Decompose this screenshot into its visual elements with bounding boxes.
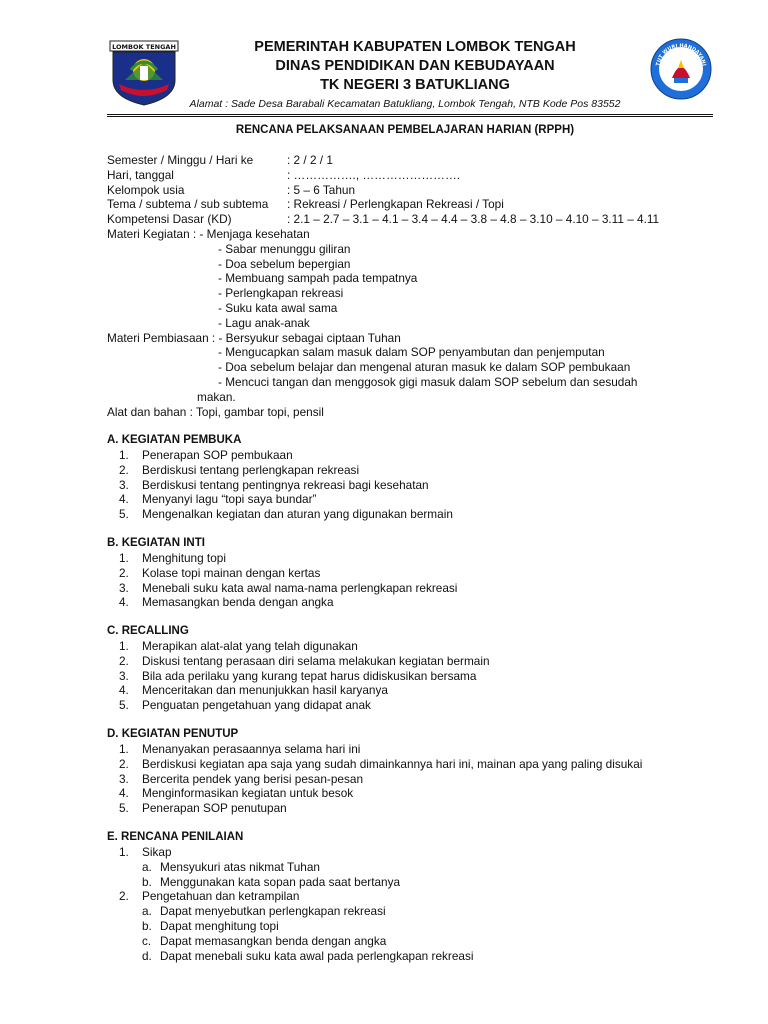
pembiasaan-wrap: makan. — [197, 389, 236, 404]
pembiasaan-item: - Mengucapkan salam masuk dalam SOP penyambutan dan penjemputan — [218, 345, 605, 360]
list-item — [107, 360, 707, 375]
pembiasaan-label: Materi Pembiasaan : - Bersyukur sebagai ciptaan Tuhan — [107, 330, 401, 345]
section-title: C. RECALLING — [107, 625, 189, 637]
semester-value: : 2 / 2 / 1 — [287, 153, 333, 167]
list-item: 1. Merapikan alat-alat yang telah digunakan — [119, 639, 358, 653]
list-item: 2. Berdiskusi kegiatan apa saja yang sudah dimainkannya hari ini, mainan apa yang paling disukai — [119, 756, 643, 771]
list-item — [107, 286, 707, 301]
materi-item: - Lagu anak-anak — [218, 315, 310, 330]
hari-label: Hari, tanggal — [107, 167, 174, 182]
list-item — [107, 242, 707, 257]
materi-label: Materi Kegiatan : - Menjaga kesehatan — [107, 226, 310, 241]
letterhead-line-1: PEMERINTAH KABUPATEN LOMBOK TENGAH — [254, 39, 576, 55]
section-title: E. RENCANA PENILAIAN — [107, 831, 244, 843]
section-list — [107, 551, 707, 610]
kelompok-value: : 5 – 6 Tahun — [287, 182, 355, 197]
svg-text:LOMBOK TENGAH: LOMBOK TENGAH — [112, 43, 176, 51]
info-row-tema — [107, 197, 707, 212]
list-item: 2. Kolase topi mainan dengan kertas — [119, 565, 321, 580]
lombok-tengah-emblem-icon — [109, 40, 179, 106]
hari-value: : ……………., ……………………. — [287, 167, 461, 182]
section-list — [107, 845, 707, 963]
section-rencana-penilaian — [107, 830, 707, 963]
list-item: 3. Bercerita pendek yang berisi pesan-pesan — [119, 771, 364, 786]
list-item: d. Dapat menebali suku kata awal pada perlengkapan rekreasi — [142, 948, 474, 963]
letterhead — [200, 38, 630, 95]
list-item — [107, 345, 707, 360]
list-item: 2. Pengetahuan dan ketrampilan — [119, 889, 300, 904]
info-row-pembiasaan — [107, 331, 707, 346]
list-item: 1. Penerapan SOP pembukaan — [119, 448, 293, 462]
list-item: c. Dapat memasangkan benda dengan angka — [142, 933, 387, 948]
address: Alamat : Sade Desa Barabali Kecamatan Batukliang, Lombok Tengah, NTB Kode Pos 83552 — [189, 98, 621, 110]
letterhead-line-3: TK NEGERI 3 BATUKLIANG — [320, 77, 510, 93]
section-title: B. KEGIATAN INTI — [107, 537, 205, 549]
pembiasaan-item: - Doa sebelum belajar dan mengenal aturan masuk ke dalam SOP pembukaan — [218, 360, 631, 375]
svg-text:TUT WURI HANDAYANI: TUT WURI HANDAYANI — [655, 42, 707, 67]
list-item: 3. Berdiskusi tentang pentingnya rekreasi bagi kesehatan — [119, 477, 429, 492]
kd-label: Kompetensi Dasar (KD) — [107, 212, 232, 227]
info-row-semester — [107, 153, 707, 168]
section-title: A. KEGIATAN PEMBUKA — [107, 434, 242, 446]
list-item: 3. Menebali suku kata awal nama-nama perlengkapan rekreasi — [119, 580, 458, 595]
list-item — [107, 257, 707, 272]
info-block — [107, 153, 707, 419]
info-row-hari — [107, 168, 707, 183]
document-title: RENCANA PELAKSANAAN PEMBELAJARAN HARIAN (RPPH) — [235, 124, 575, 136]
materi-item: - Sabar menunggu giliran — [218, 241, 351, 256]
list-item: 4. Menceritakan dan menunjukkan hasil karyanya — [119, 683, 388, 698]
list-item — [107, 390, 707, 405]
sikap-label: Sikap — [142, 845, 172, 859]
materi-item: - Suku kata awal sama — [218, 300, 338, 315]
list-item: 1. Menghitung topi — [119, 551, 226, 565]
list-item: 4. Menyanyi lagu “topi saya bundar” — [119, 492, 317, 507]
list-item — [107, 271, 707, 286]
list-item: 1. Sikap — [119, 845, 172, 859]
section-title: D. KEGIATAN PENUTUP — [107, 728, 239, 740]
kd-value: : 2.1 – 2.7 – 3.1 – 4.1 – 3.4 – 4.4 – 3.8 – 4.8 – 3.10 – 4.10 – 3.11 – 4.11 — [287, 212, 660, 227]
tema-label: Tema / subtema / sub subtema — [107, 197, 269, 212]
alat-label: Alat dan bahan : Topi, gambar topi, pensil — [107, 404, 324, 419]
list-item: b. Menggunakan kata sopan pada saat bertanya — [142, 874, 401, 889]
list-item: 3. Bila ada perilaku yang kurang tepat harus didiskusikan bersama — [119, 668, 477, 683]
section-kegiatan-inti — [107, 536, 707, 610]
section-recalling — [107, 624, 707, 713]
tema-value: : Rekreasi / Perlengkapan Rekreasi / Topi — [287, 197, 504, 212]
pengetahuan-label: Pengetahuan dan ketrampilan — [142, 889, 300, 904]
list-item: 5. Penguatan pengetahuan yang didapat anak — [119, 698, 371, 713]
list-item: a. Mensyukuri atas nikmat Tuhan — [142, 859, 320, 874]
info-row-alat — [107, 405, 707, 420]
section-kegiatan-penutup — [107, 727, 707, 816]
header-rule-thin — [107, 116, 713, 117]
section-list — [107, 639, 707, 713]
list-item: a. Dapat menyebutkan perlengkapan rekreasi — [142, 904, 386, 919]
tut-wuri-handayani-icon — [650, 38, 712, 100]
materi-item: - Doa sebelum bepergian — [218, 256, 351, 271]
materi-item: - Perlengkapan rekreasi — [218, 286, 344, 301]
materi-item: - Membuang sampah pada tempatnya — [218, 271, 418, 286]
info-row-kd — [107, 212, 707, 227]
list-item: 5. Penerapan SOP penutupan — [119, 801, 287, 816]
kelompok-label: Kelompok usia — [107, 182, 185, 197]
letterhead-line-2: DINAS PENDIDIKAN DAN KEBUDAYAAN — [275, 58, 555, 74]
list-item: 5. Mengenalkan kegiatan dan aturan yang digunakan bermain — [119, 507, 453, 522]
section-list — [107, 742, 707, 816]
list-item: 2. Berdiskusi tentang perlengkapan rekreasi — [119, 462, 360, 477]
list-item — [107, 301, 707, 316]
list-item — [107, 316, 707, 331]
section-kegiatan-pembuka — [107, 433, 707, 522]
semester-label: Semester / Minggu / Hari ke — [107, 153, 254, 167]
list-item: 1. Menanyakan perasaannya selama hari ini — [119, 742, 361, 756]
info-row-kelompok — [107, 183, 707, 198]
pembiasaan-item: - Mencuci tangan dan menggosok gigi masuk dalam SOP sebelum dan sesudah — [218, 374, 638, 389]
list-item — [107, 375, 707, 390]
list-item: 4. Memasangkan benda dengan angka — [119, 595, 334, 610]
section-list — [107, 448, 707, 522]
list-item: 4. Menginformasikan kegiatan untuk besok — [119, 786, 354, 801]
info-row-materi — [107, 227, 707, 242]
list-item: b. Dapat menghitung topi — [142, 918, 279, 933]
list-item: 2. Diskusi tentang perasaan diri selama melakukan kegiatan bermain — [119, 653, 490, 668]
header-rule — [107, 114, 713, 115]
